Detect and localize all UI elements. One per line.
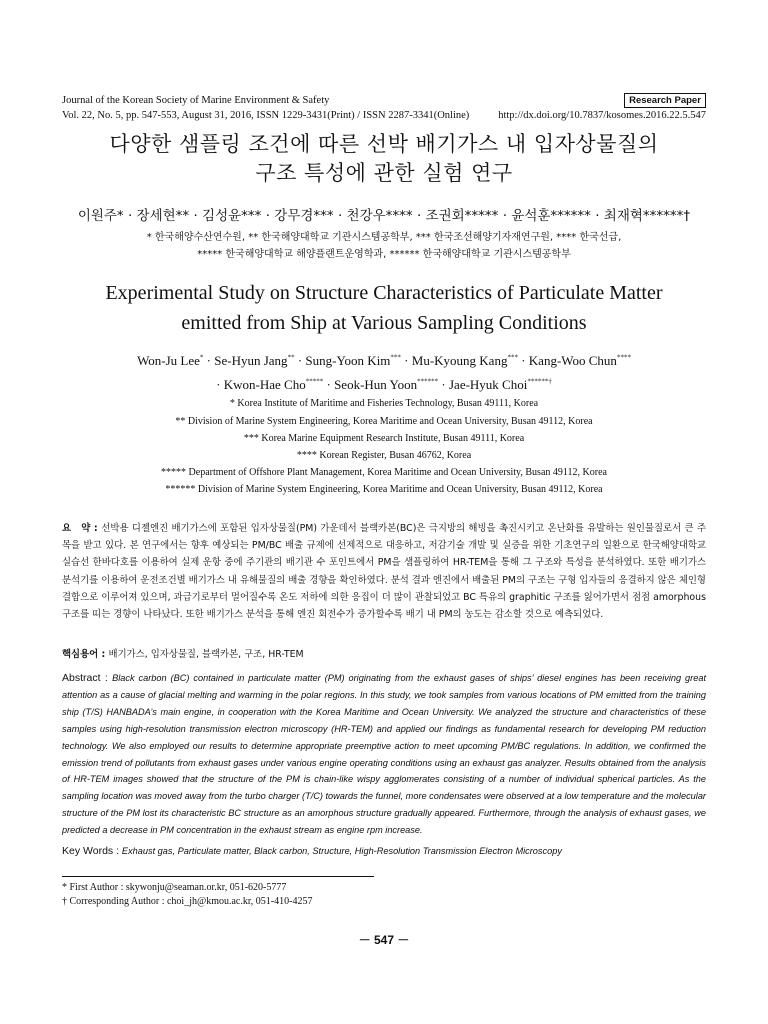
korean-keywords-label: 핵심용어 : xyxy=(62,649,109,660)
korean-abstract xyxy=(62,520,706,623)
english-affiliation: ***** Department of Offshore Plant Management, Korea Maritime and Ocean University, Busan 49112, Korea xyxy=(161,467,607,478)
footnote-divider xyxy=(62,876,374,877)
volume-info: Vol. 22, No. 5, pp. 547-553, August 31, 2016, ISSN 1229-3431(Print) / ISSN 2287-3341(Online) xyxy=(62,110,470,121)
korean-affiliation-line1: * 한국해양수산연수원, ** 한국해양대학교 기관시스템공학부, *** 한국조선해양기자재연구원, **** 한국선급, xyxy=(146,232,622,243)
author-mark: **** xyxy=(616,353,631,362)
author-name: Kang-Woo Chun xyxy=(528,353,617,368)
author-name: Sung-Yoon Kim xyxy=(305,353,391,368)
page-number: － 547 － xyxy=(358,933,410,947)
english-title-line1: Experimental Study on Structure Characteristics of Particulate Matter xyxy=(105,282,663,304)
author-name: Mu-Kyoung Kang xyxy=(411,353,508,368)
korean-title-line2: 구조 특성에 관한 실험 연구 xyxy=(255,161,513,185)
author-name: Seok-Hun Yoon xyxy=(334,377,418,392)
korean-title-line1: 다양한 샘플링 조건에 따른 선박 배기가스 내 입자상물질의 xyxy=(109,132,659,156)
author-mark: *** xyxy=(507,353,518,362)
korean-authors: 이원주* · 장세현** · 김성윤*** · 강무경*** · 천강우**** · 조권회***** · 윤석훈****** · 최재혁******† xyxy=(77,208,691,224)
english-title-line2: emitted from Ship at Various Sampling Conditions xyxy=(181,312,587,334)
korean-keywords-text: 배기가스, 입자상물질, 블랙카본, 구조, HR-TEM xyxy=(108,649,304,660)
english-abstract xyxy=(62,670,706,839)
korean-abstract-label: 요 약 : xyxy=(62,523,102,534)
english-keywords-label: Key Words : xyxy=(62,845,122,857)
english-abstract-text: Black carbon (BC) contained in particulate matter (PM) originating from the exhaust gases of ships’ diesel engines has been receiving great attention as a cause of glacial melting and warming in the polar regions. In this study, we took samples from various locations of PM emitted from the training ship (T/S) HANBADA’s main engine, in cooperation with the Korea Maritime and Ocean University. We analyzed the structure and characteristics of these samples using high-resolution transmission electron microscopy (HR-TEM) and applied our findings as fundamental research for developing PM reduction technology. We also employed our results to determine appropriate preemptive action to meet upcoming PM/BC regulations. In addition, we confirmed the emission trend of pollutants from exhaust gases under various engine operating conditions using an exhaust gas analyzer. Results obtained from the analysis of HR-TEM images showed that the structure of the PM is chain-like wispy agglomerates consisting of a number of individual spherical particles. As the sampling location was moved away from the turbo charger (T/C) towards the funnel, more condensates were observed at a low temperature and the molecular structure of the PM lost its characteristic BC structure as an amorphous structure gradually appeared. Furthermore, through the analysis of exhaust gases, we predicted a decrease in PM concentration in the exhaust stream as engine rpm increase. xyxy=(62,673,707,836)
research-paper-badge: Research Paper xyxy=(624,93,706,108)
journal-name: Journal of the Korean Society of Marine Environment & Safety xyxy=(62,95,330,106)
english-authors-line1: Won-Ju Lee* · Se-Hyun Jang** · Sung-Yoon Kim*** · Mu-Kyoung Kang*** · Kang-Woo Chun**** xyxy=(137,353,631,368)
english-authors-line2: · Kwon-Hae Cho***** · Seok-Hun Yoon****** · Jae-Hyuk Choi******† xyxy=(216,377,552,392)
english-affiliation: *** Korea Marine Equipment Research Institute, Busan 49111, Korea xyxy=(243,433,525,444)
english-keywords-text: Exhaust gas, Particulate matter, Black carbon, Structure, High-Resolution Transmission Electron Microscopy xyxy=(121,846,562,856)
corresponding-author-footnote: † Corresponding Author : choi_jh@kmou.ac.kr, 051-410-4257 xyxy=(62,896,313,907)
author-mark: ******† xyxy=(527,377,552,386)
author-name: Won-Ju Lee xyxy=(137,353,200,368)
korean-abstract-text: 선박용 디젤엔진 배기가스에 포함된 입자상물질(PM) 가운데서 블랙카본(BC)은 극지방의 해빙을 촉진시키고 온난화를 유발하는 원인물질로서 큰 주목을 받고 있다. 본 연구에서는 향후 예상되는 PM/BC 배출 규제에 선제적으로 대응하고, 저감기술 개발 및 실증을 위한 기초연구의 일환으로 한국해양대학교 실습선 한바다호를 이용하여 실제 운항 중에 주기관의 배기관 수 포인트에서 PM을 샘플링하여 HR-TEM을 통해 그 구조와 특성을 분석하였다. 또한 배기가스 분석기를 이용하여 운전조건별 배기가스 내 유해물질의 배출 경향을 확인하였다. 분석 결과 엔진에서 배출된 PM의 구조는 구형 입자들의 응결하지 않은 체인형 결합으로 이루어져 있으며, 과급기로부터 멀어질수록 온도 저하에 의한 응집이 더 많이 관찰되었고 BC 특유의 graphitic 구조를 잃어가면서 점점 amorphous 구조를 띠는 경향이 나타났다. 또한 배기가스 분석을 통해 엔진 회전수가 증가할수록 배기 내 PM의 농도는 감소할 것으로 예측되었다. xyxy=(62,523,707,621)
english-affiliation: ** Division of Marine System Engineering, Korea Maritime and Ocean University, Busan 49112, Korea xyxy=(175,416,593,427)
english-affiliation: * Korea Institute of Maritime and Fisheries Technology, Busan 49111, Korea xyxy=(229,398,539,409)
author-name: Kwon-Hae Cho xyxy=(223,377,306,392)
author-mark: ** xyxy=(287,353,295,362)
author-name: Se-Hyun Jang xyxy=(214,353,288,368)
author-name: Jae-Hyuk Choi xyxy=(448,377,528,392)
first-author-footnote: * First Author : skywonju@seaman.or.kr, 051-620-5777 xyxy=(62,882,287,893)
author-mark: * xyxy=(199,353,204,362)
korean-keywords xyxy=(62,646,304,660)
doi-link[interactable]: http://dx.doi.org/10.7837/kosomes.2016.22.5.547 xyxy=(498,110,706,121)
english-affiliation: **** Korean Register, Busan 46762, Korea xyxy=(296,450,472,461)
author-mark: ****** xyxy=(417,377,439,386)
korean-affiliation-line2: ***** 한국해양대학교 해양플랜트운영학과, ****** 한국해양대학교 기관시스템공학부 xyxy=(197,249,571,260)
author-mark: ***** xyxy=(305,377,324,386)
english-keywords xyxy=(62,845,562,857)
english-abstract-label: Abstract : xyxy=(62,672,113,684)
author-mark: *** xyxy=(390,353,401,362)
english-affiliation: ****** Division of Marine System Engineering, Korea Maritime and Ocean University, Busan 49112, Korea xyxy=(165,484,603,495)
